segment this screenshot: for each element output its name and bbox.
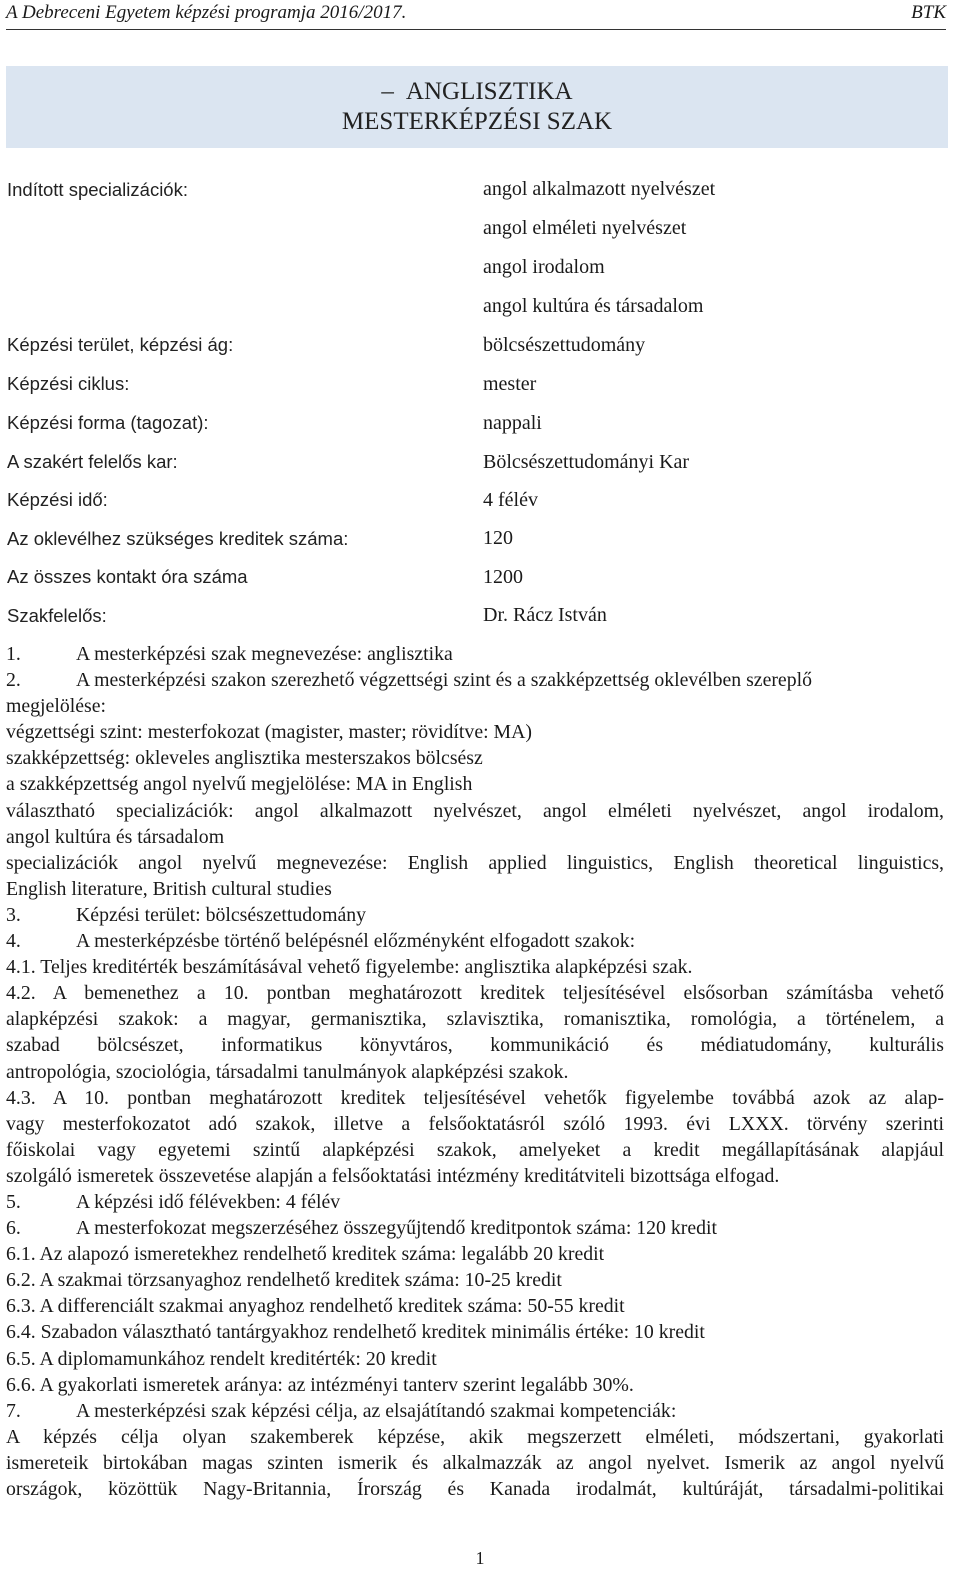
text-line: 6.1. Az alapozó ismeretekhez rendelhető kreditek száma: legalább 20 kredit	[6, 1243, 605, 1266]
duration-value: 4 félév	[483, 489, 538, 511]
cycle-label: Képzési ciklus:	[7, 373, 130, 394]
section-line	[6, 902, 944, 928]
section-text: A mesterképzési szak képzési célja, az elsajátítandó szakmai kompetenciák:	[76, 1399, 677, 1422]
credits-label: Az oklevélhez szükséges kreditek száma:	[7, 528, 349, 549]
section-text: A mesterképzésbe történő belépésnél előzményként elfogadott szakok:	[76, 930, 636, 953]
text-line: angol kultúra és társadalom	[6, 825, 225, 848]
title-line-2: MESTERKÉPZÉSI SZAK	[341, 108, 613, 135]
credits-value: 120	[483, 527, 513, 549]
specialization-item: angol irodalom	[483, 256, 605, 278]
section-line	[6, 1215, 944, 1241]
text-line: országok, közöttük Nagy-Britannia, Írország és Kanada irodalmát, kultúráját, társadalmi-politikai	[6, 1478, 944, 1500]
title-dash: –	[381, 78, 394, 105]
title-line-1	[6, 77, 948, 107]
area-label: Képzési terület, képzési ág:	[7, 334, 234, 355]
text-line: szolgáló ismeretek összevetése alapján a felsőoktatási intézmény kreditátviteli bizottsága elfogad.	[6, 1164, 780, 1187]
text-line: 6.3. A differenciált szakmai anyaghoz rendelhető kreditek száma: 50-55 kredit	[6, 1295, 625, 1318]
header-title: A Debreceni Egyetem képzési programja 2016/2017.	[6, 2, 407, 23]
section-line	[6, 667, 944, 693]
text-line: szakképzettség: okleveles anglisztika mesterszakos bölcsész	[6, 747, 483, 770]
text-line: vagy mesterfokozatot adó szakok, illetve a felsőoktatásról szóló 1993. évi LXXX. törvény szerinti	[6, 1112, 944, 1135]
responsible-label: Szakfelelős:	[7, 605, 107, 626]
section-number: 5.	[6, 1190, 21, 1213]
section-line	[6, 641, 944, 667]
cycle-value: mester	[483, 373, 537, 395]
contact-hours-value: 1200	[483, 566, 523, 588]
text-line: megjelölése:	[6, 695, 106, 718]
contact-hours-label: Az összes kontakt óra száma	[7, 566, 248, 587]
document-body	[6, 641, 944, 1502]
title-box	[6, 66, 948, 148]
text-line: 6.2. A szakmai törzsanyaghoz rendelhető kreditek száma: 10-25 kredit	[6, 1269, 562, 1292]
text-line: 4.1. Teljes kreditérték beszámításával vehető figyelembe: anglisztika alapképzési szak.	[6, 956, 693, 979]
text-line: választható specializációk: angol alkalmazott nyelvészet, angol elméleti nyelvészet, angol irodalom,	[6, 799, 944, 822]
title-main: ANGLISZTIKA	[405, 78, 573, 105]
form-label: Képzési forma (tagozat):	[7, 412, 209, 433]
section-text: A mesterfokozat megszerzéséhez összegyűjtendő kreditpontok száma: 120 kredit	[76, 1217, 718, 1240]
text-line: antropológia, szociológia, társadalmi tanulmányok alapképzési szakok.	[6, 1060, 569, 1083]
header-faculty: BTK	[911, 2, 946, 23]
text-line: 4.3. A 10. pontban meghatározott kreditek teljesítésével vehetők figyelembe továbbá azok az alap-	[6, 1086, 944, 1109]
section-text: A képzési idő félévekben: 4 félév	[76, 1190, 341, 1213]
text-line: alapképzési szakok: a magyar, germanisztika, szlavisztika, romanisztika, romológia, a történelem, a	[6, 1008, 944, 1031]
header-rule	[6, 29, 946, 30]
section-number: 1.	[6, 643, 21, 665]
section-line	[6, 1189, 944, 1215]
section-text: Képzési terület: bölcsészettudomány	[76, 903, 367, 926]
section-line	[6, 1398, 944, 1424]
section-number: 2.	[6, 669, 21, 692]
area-value: bölcsészettudomány	[483, 334, 646, 356]
duration-label: Képzési idő:	[7, 489, 108, 510]
specialization-item: angol kultúra és társadalom	[483, 295, 704, 317]
section-line	[6, 928, 944, 954]
text-line: 6.5. A diplomamunkához rendelt kreditérték: 20 kredit	[6, 1347, 437, 1370]
text-line: A képzés célja olyan szakemberek képzése, akik megszerzett elméleti, módszertani, gyakorlati	[6, 1425, 944, 1448]
section-number: 6.	[6, 1217, 21, 1240]
specialization-item: angol elméleti nyelvészet	[483, 217, 687, 239]
text-line: 6.6. A gyakorlati ismeretek aránya: az intézményi tanterv szerint legalább 30%.	[6, 1373, 634, 1396]
text-line: specializációk angol nyelvű megnevezése: English applied linguistics, English theoretical linguistics,	[6, 851, 944, 874]
text-line: a szakképzettség angol nyelvű megjelölése: MA in English	[6, 773, 473, 796]
section-number: 4.	[6, 930, 21, 953]
text-line: 6.4. Szabadon választható tantárgyakhoz rendelhető kreditek minimális értéke: 10 kredit	[6, 1321, 705, 1344]
faculty-label: A szakért felelős kar:	[7, 451, 178, 472]
responsible-value: Dr. Rácz István	[483, 604, 607, 626]
page-header	[6, 0, 946, 30]
text-line: főiskolai vagy egyetemi szintű alapképzési szakok, amelyeket a kredit megállapításának alapjául	[6, 1138, 944, 1161]
text-line: szabad bölcsészet, informatikus könyvtáros, kommunikáció és médiatudomány, kulturális	[6, 1034, 944, 1057]
specializations-label: Indított specializációk:	[7, 179, 188, 200]
form-value: nappali	[483, 412, 542, 434]
text-line: English literature, British cultural studies	[6, 877, 332, 900]
text-line: ismereteik birtokában magas szinten ismerik és alkalmazzák az angol nyelvet. Ismerik az angol nyelvű	[6, 1451, 944, 1474]
section-number: 3.	[6, 903, 21, 926]
page-number: 1	[475, 1548, 485, 1568]
text-line: végzettségi szint: mesterfokozat (magister, master; rövidítve: MA)	[6, 721, 532, 744]
specialization-item: angol alkalmazott nyelvészet	[483, 178, 716, 200]
text-line: 4.2. A bemenethez a 10. pontban meghatározott kreditek teljesítésével elsősorban számításba vehető	[6, 982, 944, 1005]
section-number: 7.	[6, 1399, 21, 1422]
section-text: A mesterképzési szak megnevezése: anglisztika	[76, 643, 453, 665]
section-text: A mesterképzési szakon szerezhető végzettségi szint és a szakképzettség oklevélben szereplő	[76, 669, 812, 692]
faculty-value: Bölcsészettudományi Kar	[483, 451, 690, 473]
